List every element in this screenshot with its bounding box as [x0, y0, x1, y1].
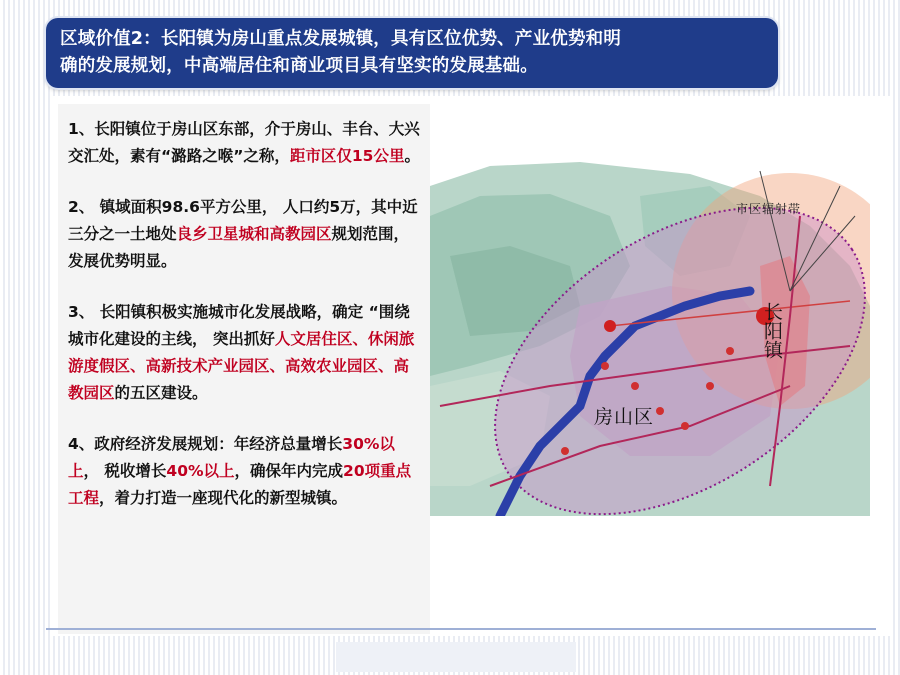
point-3-text-a: 3、 长阳镇积极实施城市化发展战略，确定 “围绕城市化建设的主线， 突出抓好 [68, 303, 410, 348]
city-radiation-label: 市区辐射带 [736, 202, 802, 216]
point-4-text-c: ，确保年内完成 [234, 462, 344, 480]
point-4-highlight-3: 20项重点工程 [68, 462, 412, 507]
point-2-text-a: 2、 镇域面积98.6平方公里， 人口约5万，其中近三分之一土地处 [68, 198, 418, 243]
changyang-label: 长阳镇 [761, 302, 783, 359]
fangshan-label: 房山区 [594, 406, 655, 428]
title-line-2: 确的发展规划，中高端居住和商业项目具有坚实的发展基础。 [60, 56, 538, 76]
title-line-1: 区域价值2：长阳镇为房山重点发展城镇，具有区位优势、产业优势和明 [60, 29, 622, 49]
footer-ghost-box [336, 642, 576, 672]
text-panel [58, 104, 430, 634]
point-3-highlight: 人文居住区、休闲旅游度假区、高新技术产业园区、高效农业园区、高教园区 [68, 330, 415, 402]
bottom-divider [46, 628, 876, 630]
slide-title [46, 18, 778, 88]
point-4-highlight-1: 30%以上 [68, 435, 395, 480]
point-2-text-b: 规划范围，发展优势明显。 [68, 225, 410, 270]
point-4-highlight-2: 40%以上 [166, 462, 235, 480]
point-1 [68, 116, 422, 170]
point-2-highlight: 良乡卫星城和高教园区 [176, 225, 332, 243]
point-4 [68, 431, 422, 512]
point-4-text-d: ，着力打造一座现代化的新型城镇。 [99, 489, 348, 507]
point-1-text-b: 。 [404, 147, 420, 165]
point-3 [68, 299, 422, 407]
point-3-text-b: 的五区建设。 [114, 384, 208, 402]
point-1-text-a: 1、长阳镇位于房山区东部，介于房山、丰台、大兴交汇处，素有“潞路之喉”之称， [68, 120, 420, 165]
point-4-text-b: ， 税收增长 [83, 462, 167, 480]
point-2 [68, 194, 422, 275]
region-map [430, 156, 870, 516]
point-1-highlight: 距市区仅15公里 [289, 147, 405, 165]
point-4-text-a: 4、政府经济发展规划：年经济总量增长 [68, 435, 343, 453]
